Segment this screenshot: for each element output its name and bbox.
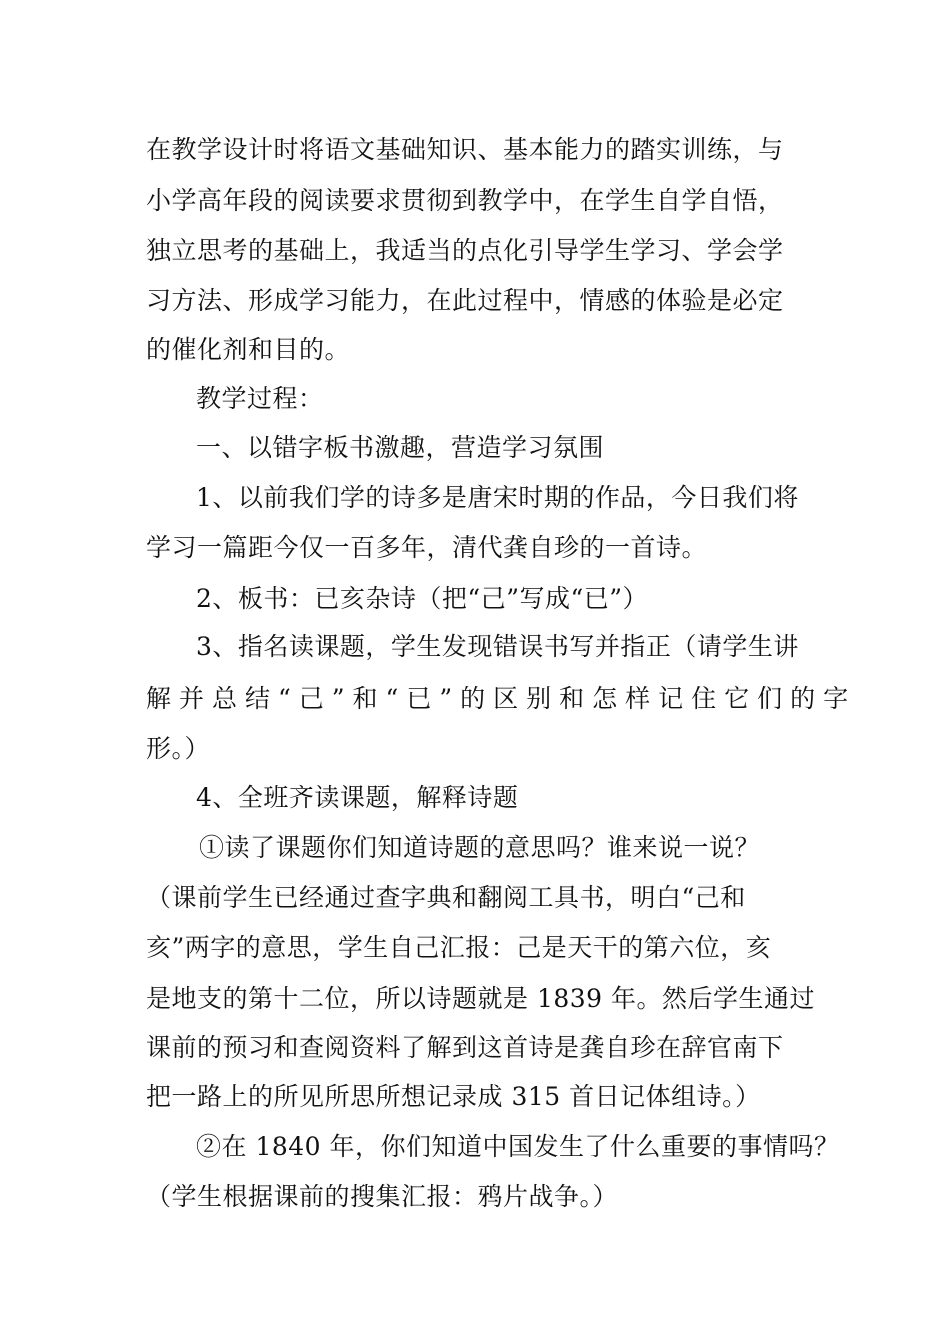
question-1-line-3: 亥”两字的意思，学生自己汇报：己是天干的第六位，亥: [146, 933, 772, 962]
question-1-line-6: 把一路上的所见所思所想记录成 315 首日记体组诗。）: [146, 1082, 761, 1111]
question-2-line-2: （学生根据课前的搜集汇报：鸦片战争。）: [146, 1182, 619, 1211]
question-1-line-4: 是地支的第十二位，所以诗题就是 1839 年。然后学生通过: [146, 984, 816, 1013]
step-2-line: 2、板书：已亥杂诗（把“己”写成“已”）: [196, 584, 649, 613]
step-3-line-1: 3、指名读课题，学生发现错误书写并指正（请学生讲: [196, 632, 799, 661]
question-2-line-1: ②在 1840 年，你们知道中国发生了什么重要的事情吗？: [196, 1132, 840, 1161]
paragraph-line-1: 在教学设计时将语文基础知识、基本能力的踏实训练，与: [146, 135, 784, 164]
step-1-line-2: 学习一篇距今仅一百多年，清代龚自珍的一首诗。: [146, 533, 708, 562]
question-1-line-5: 课前的预习和查阅资料了解到这首诗是龚自珍在辞官南下: [146, 1033, 784, 1062]
step-heading-1: 一、以错字板书激趣，营造学习氛围: [196, 433, 605, 462]
step-3-line-3: 形。）: [146, 734, 211, 763]
paragraph-line-2: 小学高年段的阅读要求贯彻到教学中，在学生自学自悟，: [146, 186, 784, 215]
step-3-line-2: 解并总结“己”和“已”的区别和怎样记住它们的字: [146, 684, 857, 713]
step-1-line-1: 1、以前我们学的诗多是唐宋时期的作品，今日我们将: [196, 483, 799, 512]
paragraph-line-4: 习方法、形成学习能力，在此过程中，情感的体验是必定: [146, 286, 784, 315]
paragraph-line-5: 的催化剂和目的。: [146, 335, 351, 364]
question-1-line-2: （课前学生已经通过查字典和翻阅工具书，明白“己和: [146, 883, 746, 912]
paragraph-line-3: 独立思考的基础上，我适当的点化引导学生学习、学会学: [146, 236, 784, 265]
section-heading: 教学过程：: [196, 384, 324, 413]
step-4-line: 4、全班齐读课题，解释诗题: [196, 783, 519, 812]
question-1-line-1: ①读了课题你们知道诗题的意思吗？谁来说一说？: [199, 833, 761, 862]
